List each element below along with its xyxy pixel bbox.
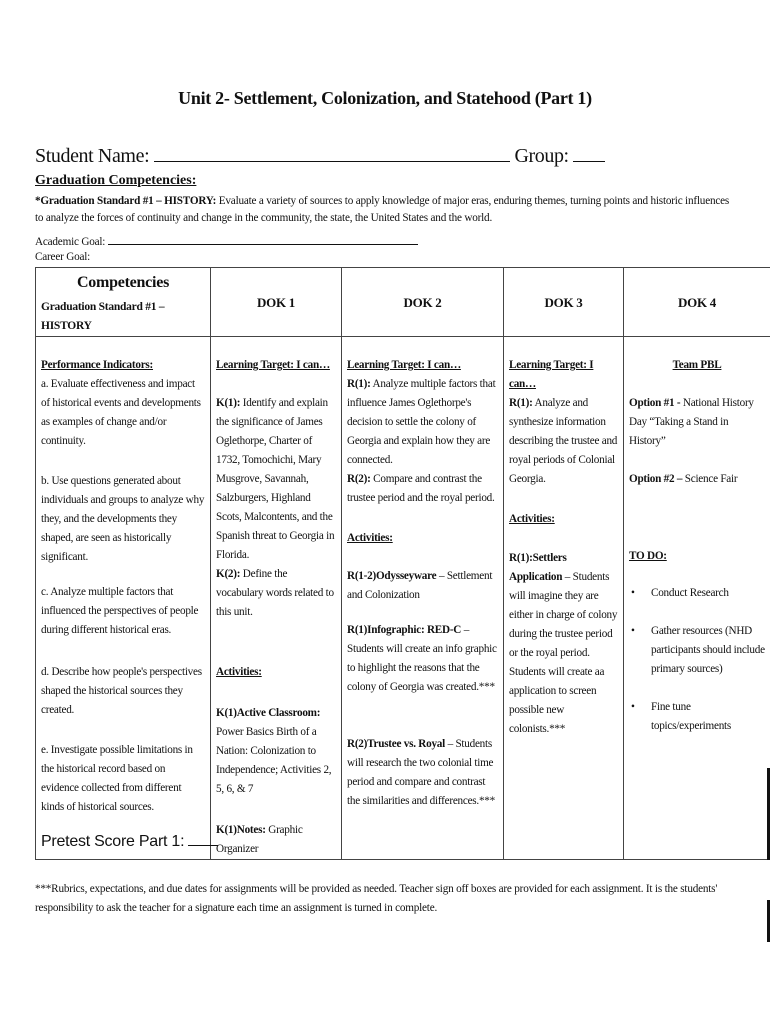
todo-item-text: Fine tune topics/experiments [651,701,732,732]
student-name-field[interactable] [154,143,510,162]
header-dok1: DOK 1 [211,268,342,337]
dok2-activity-1 [347,567,498,605]
dok1-activity-2-text: Graphic Organizer [216,824,303,855]
dok2-cell [342,337,504,860]
career-goal-row [35,251,90,263]
dok4-team-pbl: Team PBL [672,359,722,371]
dok2-activity-2-label: R(1)Infographic: RED-C [347,624,462,636]
table-body-row [36,337,770,860]
dok4-cell [624,337,770,860]
page-title: Unit 2- Settlement, Colonization, and Statehood (Part 1) [178,88,592,108]
dok4-todo-label: TO DO: [629,550,667,562]
todo-list [629,584,765,736]
dok4-option-1-label: Option #1 - [629,397,681,409]
header-dok4: DOK 4 [624,268,770,337]
dok4-option-1-text: National History Day “Taking a Stand in History” [629,397,754,447]
bullet-icon: • [631,701,635,713]
performance-indicators-cell [36,337,211,860]
dok2-r1-text: Analyze multiple factors that influence James Oglethorpe's decision to settle the colony of Georgia and explain how they are connected. [347,378,496,466]
dok3-cell [504,337,624,860]
student-name-label: Student Name: [35,145,150,167]
dok2-activity-2 [347,621,498,697]
dok2-r1-label: R(1): [347,378,371,390]
dok1-cell [211,337,342,860]
dok3-activity-1 [509,549,618,739]
competencies-title: Competencies [76,274,170,291]
dok1-k1-label: K(1): [216,397,241,409]
dok3-activity-1-label: R(1):Settlers Application [509,552,567,583]
dok2-activities-label: Activities: [347,532,393,544]
academic-goal-field[interactable] [108,233,418,245]
indicator-c: c. Analyze multiple factors that influenced the perspectives of people during different historical eras. [41,586,199,636]
competency-table [35,267,770,860]
dok2-r2 [347,470,498,508]
dok4-option-2-text: Science Fair [682,473,738,485]
dok2-r1 [347,375,498,470]
pretest-score [41,831,205,851]
dok1-activity-1 [216,704,336,799]
group-field[interactable] [573,143,605,162]
dok2-activity-3-label: R(2)Trustee vs. Royal [347,738,446,750]
dok2-activity-3-text: – Students will research the two colonial time period and compare and contrast the similarities and differences.*** [347,738,495,807]
group-label: Group: [514,145,569,167]
indicator-d: d. Describe how people's perspectives shaped the historical sources they created. [41,666,202,716]
footer-note: ***Rubrics, expectations, and due dates for assignments will be provided as needed. Teacher sign off boxes are provided for each assignment. It is the students' responsibility to ask the teacher for a signature each time an assignment is turned in complete. [35,883,718,914]
competencies-header-cell [36,268,211,337]
pretest-label: Pretest Score Part 1: [41,833,185,850]
dok1-k2 [216,565,336,622]
pretest-score-field[interactable] [188,831,218,846]
dok2-learning-target: Learning Target: I can… [347,359,461,371]
standard-description: Evaluate a variety of sources to apply knowledge of major eras, enduring themes, turning points and historic influences to analyze the forces of continuity and change in the community, the state, the United States and the world. [35,195,730,224]
dok2-activity-3 [347,735,498,811]
list-item [629,584,765,603]
academic-goal-row [35,233,418,248]
dok1-activity-1-label: K(1)Active Classroom: [216,707,321,719]
dok3-learning-target: Learning Target: I can… [509,359,594,390]
dok2-activity-2-text: – Students will create an info graphic to highlight the reasons that the colony of Georgia was created.*** [347,624,497,693]
dok3-r1-text: Analyze and synthesize information describing the trustee and royal periods of Colonial Georgia. [509,397,618,485]
dok3-r1 [509,394,618,489]
dok1-activities-label: Activities: [216,666,262,678]
dok1-activity-2-label: K(1)Notes: [216,824,266,836]
dok4-option-1 [629,394,765,451]
dok1-activity-1-text: Power Basics Birth of a Nation: Colonization to Independence; Activities 2, 5, 6, & 7 [216,726,332,795]
dok3-activity-1-text: – Students will imagine they are either in charge of colony during the trustee period or the royal period. Students will create aa application to screen possible new colonists.*** [509,571,618,735]
dok1-k2-label: K(2): [216,568,241,580]
indicator-e: e. Investigate possible limitations in the historical record based on evidence collected from different kinds of historical sources. [41,744,193,813]
dok1-k1-text: Identify and explain the significance of James Oglethorpe, Charter of 1732, Tomochichi, Mary Musgrove, Savannah, Salzburgers, Highland Scots, Malcontents, and the Spanish threat to Georgia in Florida. [216,397,335,561]
todo-item-text: Conduct Research [651,587,729,599]
dok2-activity-1-text: – Settlement and Colonization [347,570,493,601]
dok4-option-2 [629,470,765,489]
bullet-icon: • [631,625,635,637]
dok4-option-2-label: Option #2 – [629,473,683,485]
todo-item-text: Gather resources (NHD participants should include primary sources) [651,625,765,675]
list-item [629,622,765,679]
dok2-r2-text: Compare and contrast the trustee period and the royal period. [347,473,495,504]
graduation-standard-text [35,193,735,227]
graduation-competencies-heading: Graduation Competencies: [35,173,197,188]
student-name-row [35,143,605,168]
dok1-k1 [216,394,336,565]
header-dok3: DOK 3 [504,268,624,337]
list-item [629,698,765,736]
performance-indicators-label: Performance Indicators: [41,359,153,371]
dok1-k2-text: Define the vocabulary words related to this unit. [216,568,334,618]
competencies-subtitle: Graduation Standard #1 – HISTORY [41,301,165,332]
dok3-activities-label: Activities: [509,513,555,525]
career-goal-label: Career Goal: [35,251,91,263]
indicator-a: a. Evaluate effectiveness and impact of historical events and developments as examples of change and/or continuity. [41,378,201,447]
indicator-b: b. Use questions generated about individuals and groups to analyze why they, and the developments they shaped, are seen as historically significant. [41,475,205,563]
dok1-activity-2 [216,821,336,859]
standard-prefix: *Graduation Standard #1 – HISTORY: [35,195,217,207]
dok1-learning-target: Learning Target: I can… [216,359,330,371]
dok3-r1-label: R(1): [509,397,533,409]
dok2-r2-label: R(2): [347,473,371,485]
header-dok2: DOK 2 [342,268,504,337]
academic-goal-label: Academic Goal: [35,236,106,248]
table-header-row [36,268,770,337]
dok2-activity-1-label: R(1-2)Odysseyware [347,570,437,582]
bullet-icon: • [631,587,635,599]
